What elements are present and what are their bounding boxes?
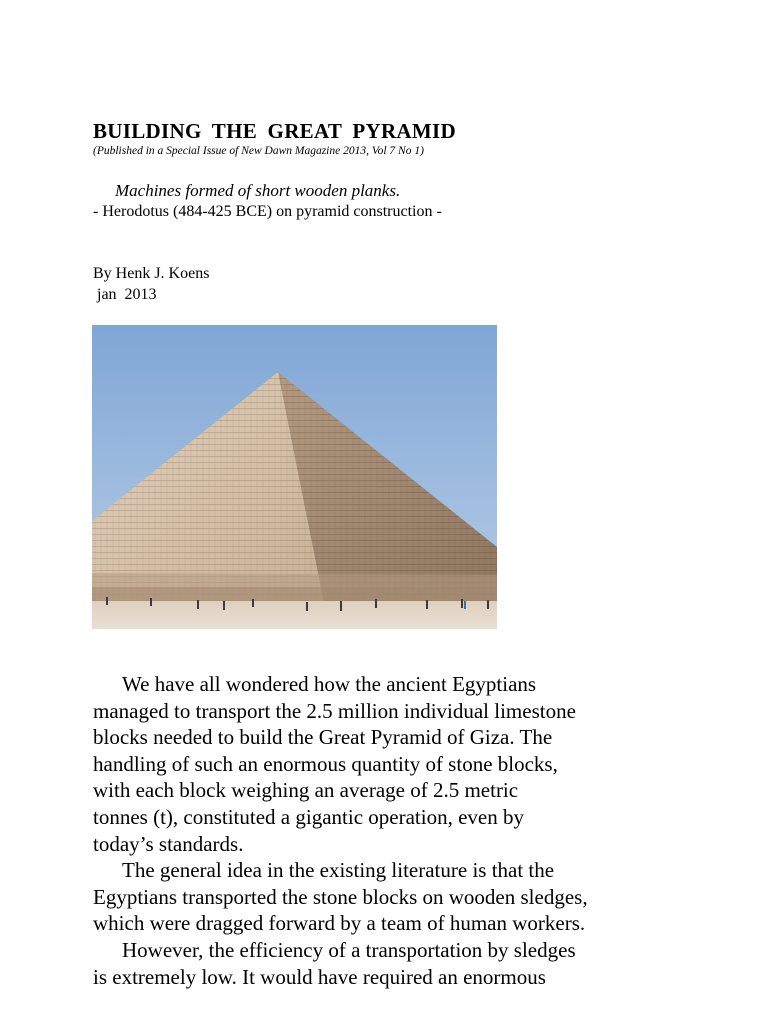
body-line: managed to transport the 2.5 million individual limestone	[93, 698, 576, 723]
epigraph-quote: Machines formed of short wooden planks.	[115, 181, 401, 200]
body-line: today’s standards.	[93, 831, 244, 856]
author-byline: By Henk J. Koens	[93, 265, 210, 282]
body-line: which were dragged forward by a team of human workers.	[93, 911, 586, 936]
body-line: However, the efficiency of a transportation by sledges	[122, 937, 576, 962]
epigraph-attribution: - Herodotus (484-425 BCE) on pyramid construction -	[93, 203, 442, 220]
body-line: with each block weighing an average of 2.5 metric	[93, 778, 519, 803]
pyramid-illustration	[92, 325, 497, 629]
body-line: tonnes (t), constituted a gigantic operation, even by	[93, 804, 524, 829]
body-line: Egyptians transported the stone blocks on wooden sledges,	[93, 884, 588, 909]
article-body	[93, 671, 653, 990]
body-line: handling of such an enormous quantity of stone blocks,	[93, 751, 558, 776]
body-line: blocks needed to build the Great Pyramid of Giza. The	[93, 725, 553, 750]
publication-date: jan 2013	[93, 286, 157, 303]
desert-sand	[92, 601, 497, 629]
great-pyramid-photo	[92, 325, 497, 629]
document-title: BUILDING THE GREAT PYRAMID	[93, 119, 456, 143]
publication-note: (Published in a Special Issue of New Dawn Magazine 2013, Vol 7 No 1)	[93, 145, 424, 157]
body-line: The general idea in the existing literature is that the	[122, 858, 555, 883]
body-line: is extremely low. It would have required an enormous	[93, 964, 546, 989]
body-line: We have all wondered how the ancient Egyptians	[122, 672, 537, 696]
